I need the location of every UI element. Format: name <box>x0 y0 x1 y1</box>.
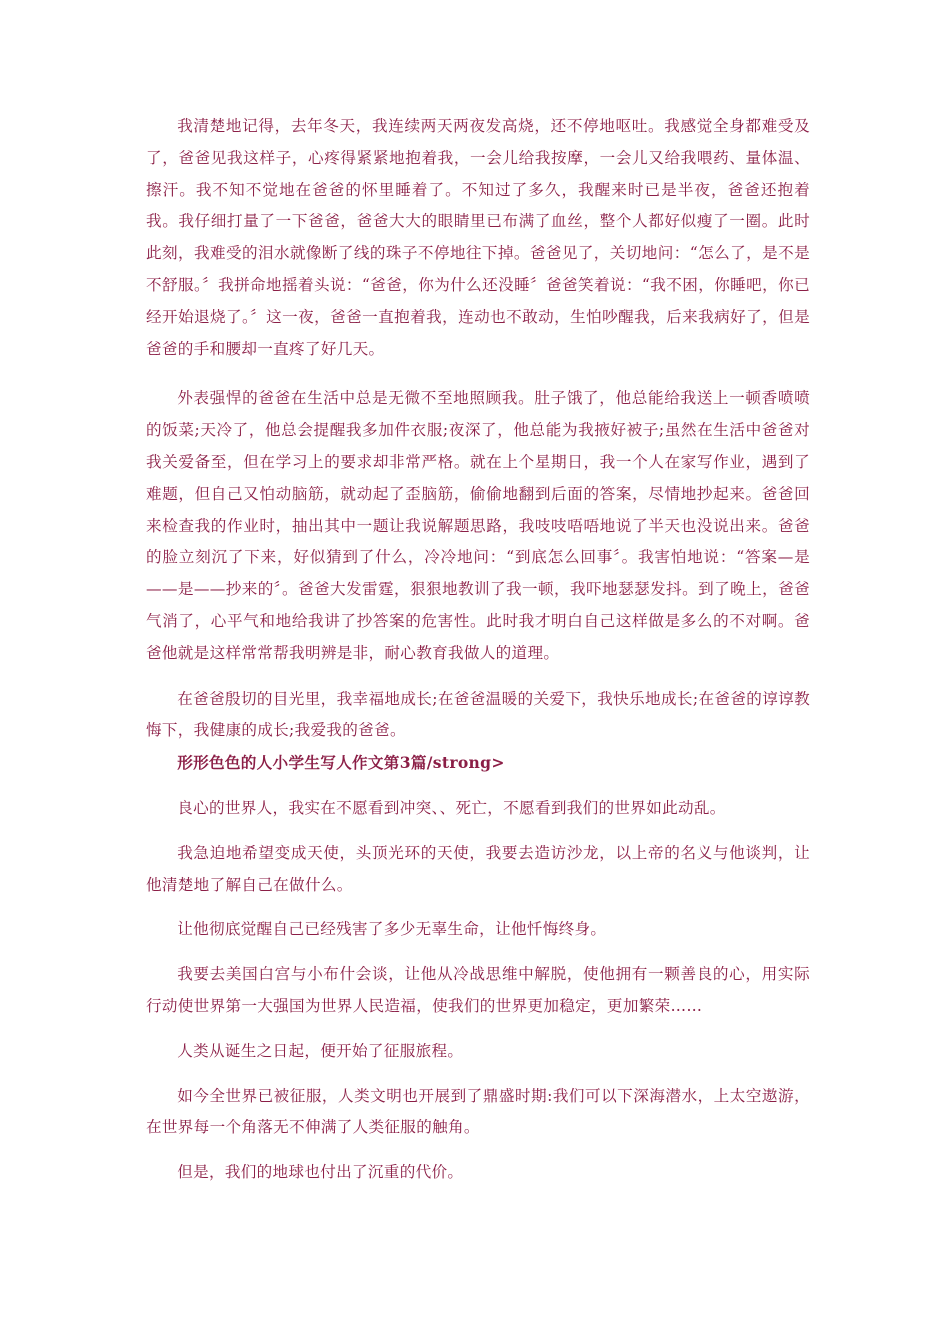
paragraph-repent: 让他彻底觉醒自己已经残害了多少无辜生命，让他忏悔终身。 <box>177 920 607 939</box>
paragraph-world-conquered: 如今全世界已被征服，人类文明也开展到了鼎盛时期:我们可以下深海潜水，上太空遨游，在世界每一个角落无不伸满了人类征服的触角。 <box>146 1086 810 1137</box>
paragraph-white-house: 我要去美国白宫与小布什会谈，让他从冷战思维中解脱，使他拥有一颗善良的心，用实际行动使世界第一大强国为世界人民造福，使我们的世界更加稳定，更加繁荣…… <box>146 965 810 1015</box>
section-heading: 形形色色的人小学生写人作文第3篇/strong> <box>177 753 505 773</box>
paragraph-homework-lesson: 外表强悍的爸爸在生活中总是无微不至地照顾我。肚子饿了，他总能给我送上一顿香喷喷的饭菜;天冷了，他总会提醒我多加件衣服;夜深了，他总能为我掖好被子;虽然在生活中爸爸对我关爱备至，但在学习上的要求却非常严格。就在上个星期日，我一个人在家写作业，遇到了难题，但自己又怕动脑筋，就动起了歪脑筋，偷偷地翻到后面的答案，尽情地抄起来。爸爸回来检查我的作业时，抽出其中一题让我说解题思路，我吱吱唔唔地说了半天也没说出来。爸爸的脸立刻沉了下来，好似猜到了什么，冷冷地问：“到底怎么回事〞。我害怕地说：“答案—是——是——抄来的〞。爸爸大发雷霆，狠狠地教训了我一顿，我吓地瑟瑟发抖。到了晚上，爸爸气消了，心平气和地给我讲了抄答案的危害性。此时我才明白自己这样做是多么的不对啊。爸爸他就是这样常常帮我明辨是非，耐心教育我做人的道理。 <box>146 389 810 662</box>
paragraph-fever-night: 我清楚地记得，去年冬天，我连续两天两夜发高烧，还不停地呕吐。我感觉全身都难受及了，爸爸见我这样子，心疼得紧紧地抱着我，一会儿给我按摩，一会儿又给我喂药、量体温、擦汗。我不知不觉地在爸爸的怀里睡着了。不知过了多久，我醒来时已是半夜，爸爸还抱着我。我仔细打量了一下爸爸，爸爸大大的眼睛里已布满了血丝，整个人都好似瘦了一圈。此时此刻，我难受的泪水就像断了线的珠子不停地往下掉。爸爸见了，关切地问：“怎么了，是不是不舒服。〞我拼命地摇着头说：“爸爸，你为什么还没睡〞爸爸笑着说：“我不困，你睡吧，你已经开始退烧了。〞这一夜，爸爸一直抱着我，连动也不敢动，生怕吵醒我，后来我病好了，但是爸爸的手和腰却一直疼了好几天。 <box>146 117 810 358</box>
paragraph-conquest-begins: 人类从诞生之日起，便开始了征服旅程。 <box>177 1041 464 1060</box>
paragraph-love-dad: 在爸爸殷切的目光里，我幸福地成长;在爸爸温暖的关爱下，我快乐地成长;在爸爸的谆谆教悔下，我健康的成长;我爱我的爸爸。 <box>146 689 810 740</box>
document-page <box>146 111 810 1189</box>
paragraph-become-angel: 我急迫地希望变成天使，头顶光环的天使，我要去造访沙龙，以上帝的名义与他谈判，让他清楚地了解自己在做什么。 <box>146 843 810 894</box>
paragraph-heavy-price: 但是，我们的地球也付出了沉重的代价。 <box>177 1163 464 1182</box>
paragraph-world-people: 良心的世界人，我实在不愿看到冲突、、死亡，不愿看到我们的世界如此动乱。 <box>177 798 726 817</box>
